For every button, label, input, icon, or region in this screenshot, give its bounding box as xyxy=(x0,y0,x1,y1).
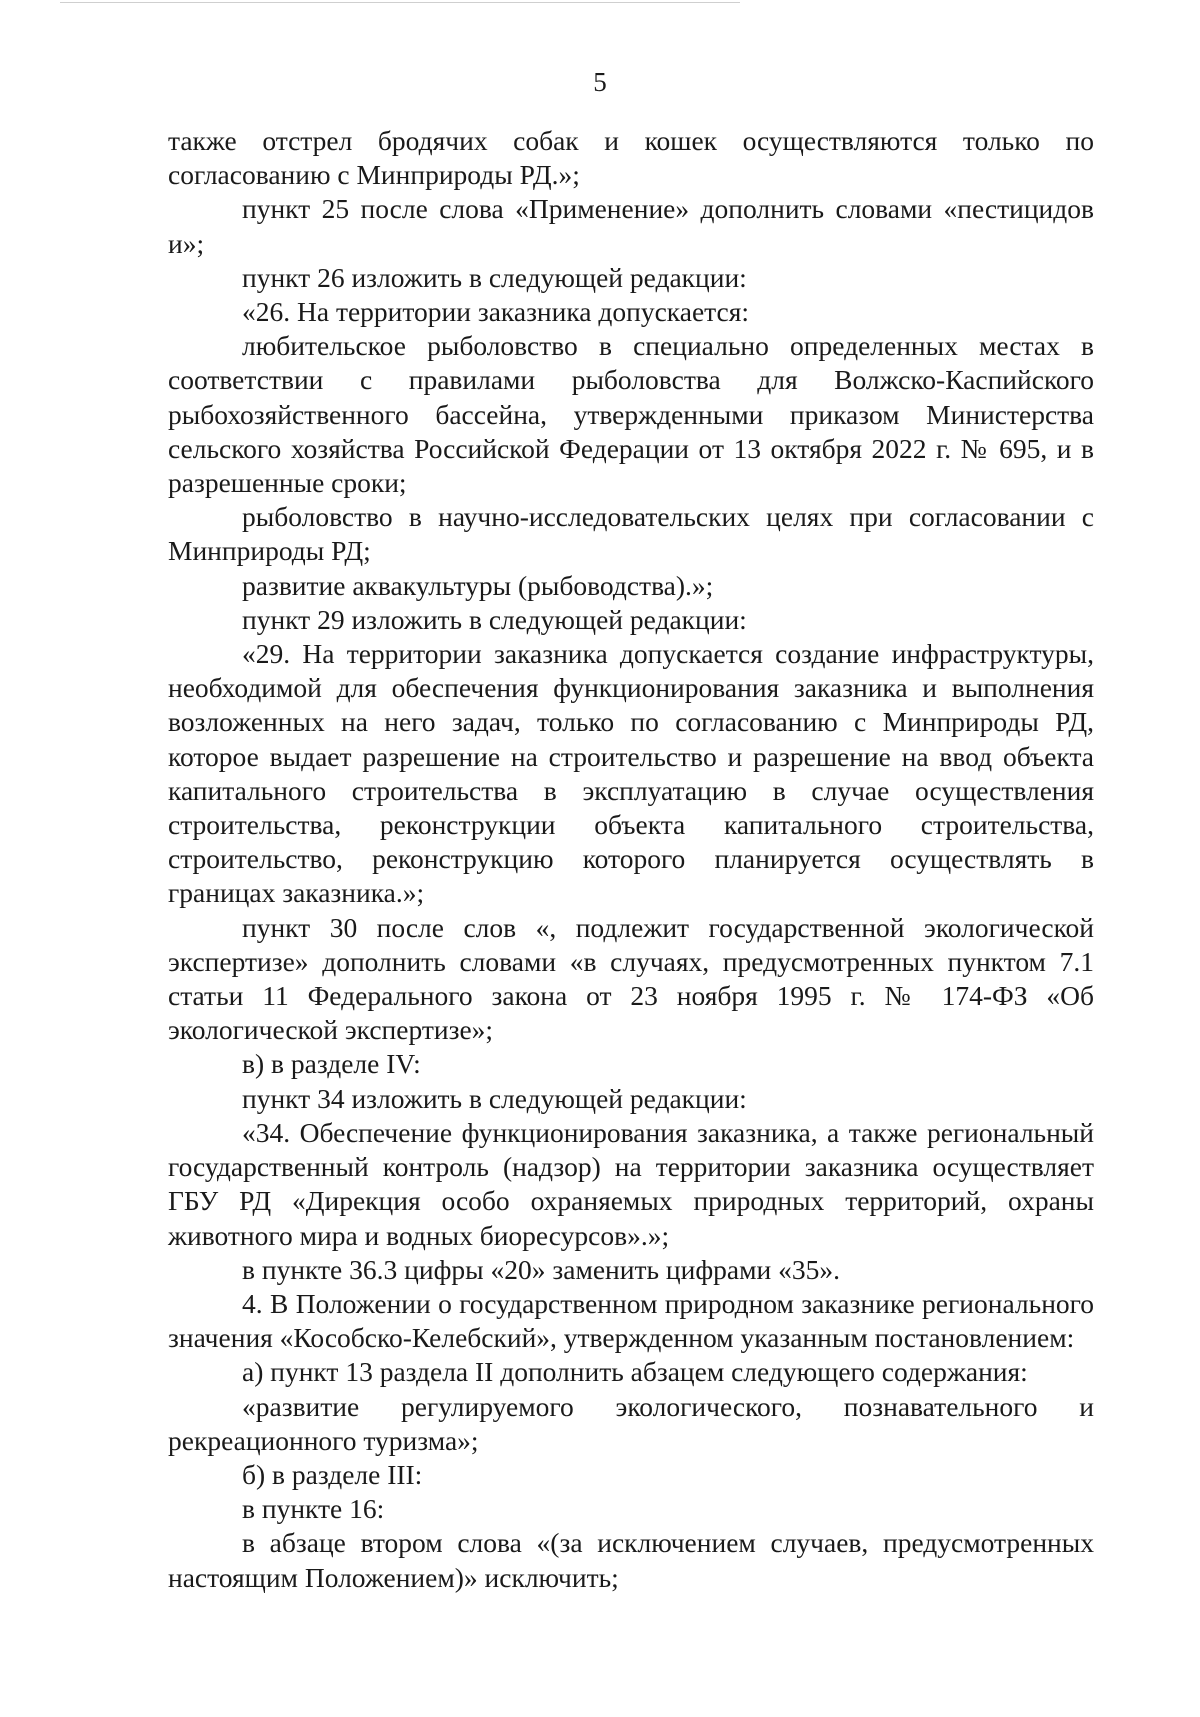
paragraph: развитие аквакультуры (рыбоводства).»; xyxy=(242,569,714,601)
paragraph: рыболовство в научно-исследовательских целях при согласовании с Минприроды РД; xyxy=(168,501,1094,567)
paragraph: «29. На территории заказника допускается создание инфраструктуры, необходимой для обеспечения функционирования заказника и выполнения возложенных на него задач, только по согласованию с Минприроды РД, которое выдает разрешение на строительство и разрешение на ввод объекта капитального строительства в эксплуатацию в случае осуществления строительства, реконструкции объекта капитального строительства, строительство, реконструкцию которого планируется осуществлять в границах заказника.»; xyxy=(168,638,1094,909)
paragraph: также отстрел бродячих собак и кошек осуществляются только по согласованию с Минприроды РД.»; xyxy=(168,125,1094,191)
paragraph: 4. В Положении о государственном природном заказнике регионального значения «Кособско-Келебский», утвержденном указанным постановлением: xyxy=(168,1287,1094,1354)
paragraph: в пункте 36.3 цифры «20» заменить цифрами «35». xyxy=(242,1253,840,1285)
paragraph: пункт 34 изложить в следующей редакции: xyxy=(242,1082,747,1114)
page-number: 5 xyxy=(593,67,607,97)
paragraph: а) пункт 13 раздела II дополнить абзацем следующего содержания: xyxy=(242,1356,1028,1388)
paragraph: в) в разделе IV: xyxy=(242,1048,421,1080)
paragraph: в пункте 16: xyxy=(242,1493,385,1525)
paragraph: «26. На территории заказника допускается: xyxy=(242,296,750,328)
scan-edge-line xyxy=(60,2,740,3)
paragraph: пункт 30 после слов «, подлежит государственной экологической экспертизе» дополнить словами «в случаях, предусмотренных пунктом 7.1 статьи 11 Федерального закона от 23 ноября 1995 г. № 174-ФЗ «Об экологической экспертизе»; xyxy=(168,911,1094,1046)
document-body xyxy=(168,124,1094,1595)
paragraph: пункт 26 изложить в следующей редакции: xyxy=(242,261,747,293)
paragraph: пункт 25 после слова «Применение» дополнить словами «пестицидов и»; xyxy=(168,193,1094,259)
paragraph: любительское рыболовство в специально определенных местах в соответствии с правилами рыболовства для Волжско-Каспийского рыбохозяйственного бассейна, утвержденными приказом Министерства сельского хозяйства Российской Федерации от 13 октября 2022 г. № 695, и в разрешенные сроки; xyxy=(168,330,1094,499)
paragraph: в абзаце втором слова «(за исключением случаев, предусмотренных настоящим Положением)» исключить; xyxy=(168,1527,1094,1593)
paragraph: «34. Обеспечение функционирования заказника, а также региональный государственный контроль (надзор) на территории заказника осуществляет ГБУ РД «Дирекция особо охраняемых природных территорий, охраны животного мира и водных биоресурсов».»; xyxy=(168,1116,1094,1251)
paragraph: «развитие регулируемого экологического, познавательного и рекреационного туризма»; xyxy=(168,1390,1094,1456)
paragraph: б) в разделе III: xyxy=(242,1458,423,1490)
paragraph: пункт 29 изложить в следующей редакции: xyxy=(242,603,747,635)
